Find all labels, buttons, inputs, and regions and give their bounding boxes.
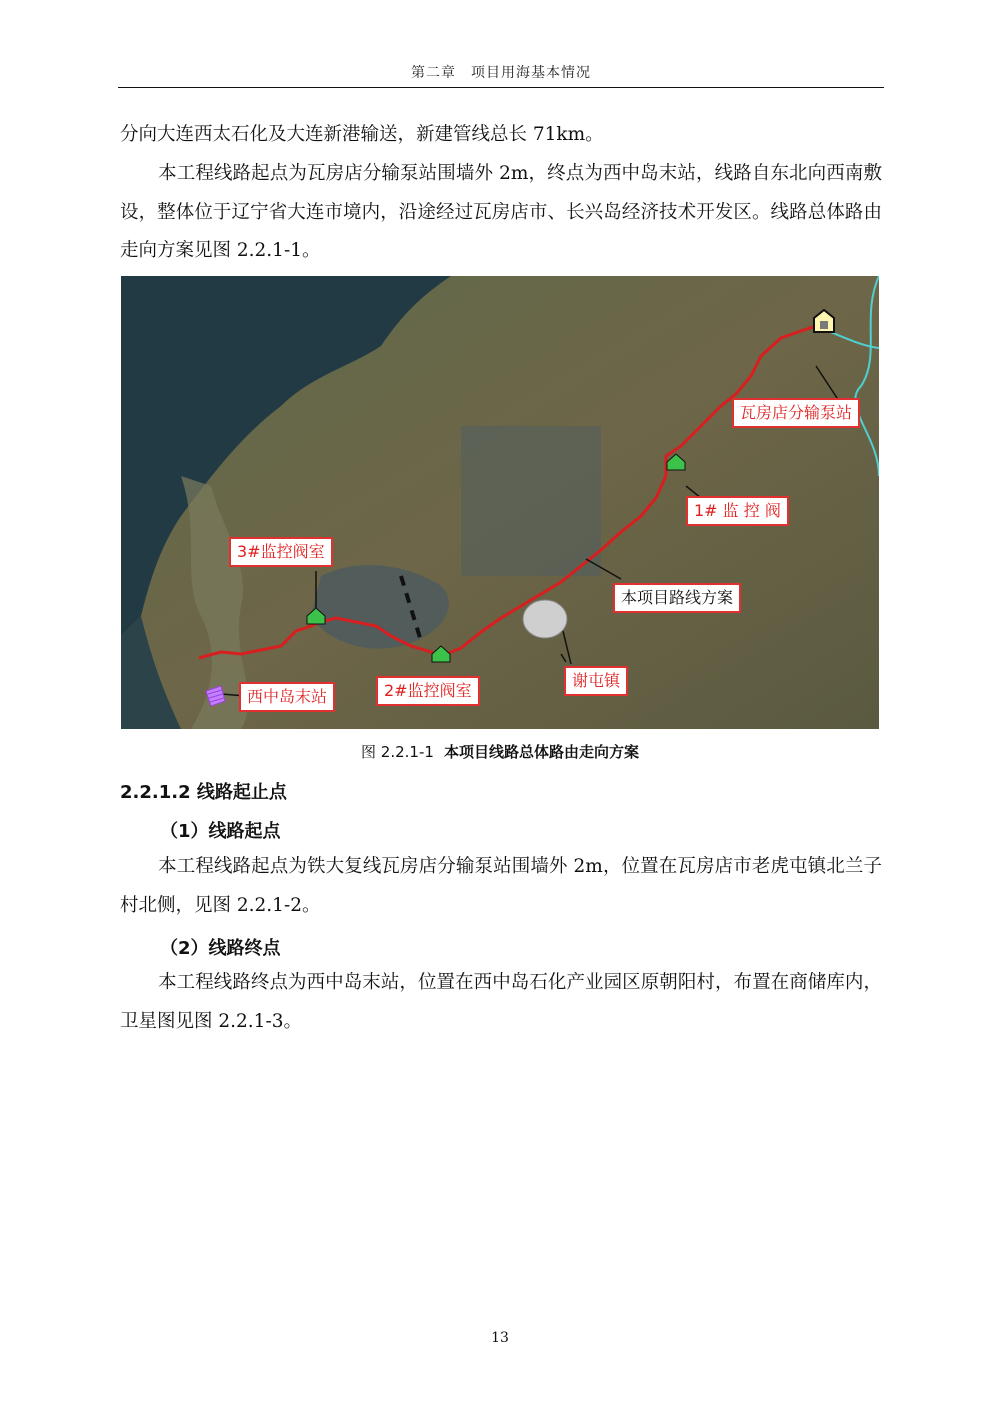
- paragraph-3-text: 本工程线路起点为铁大复线瓦房店分输泵站围墙外 2m，位置在瓦房店市老虎屯镇北兰子村北侧，见图 2.2.1-2。: [120, 856, 882, 916]
- paragraph-2: [120, 155, 882, 271]
- paragraph-2-text: 本工程线路起点为瓦房店分输泵站围墙外 2m，终点为西中岛末站，线路自东北向西南敷设，整体位于辽宁省大连市境内，沿途经过瓦房店市、长兴岛经济技术开发区。线路总体路由走向方案见图 2.2.1-1。: [120, 163, 882, 261]
- subheading-start: （1）线路起点: [160, 821, 281, 842]
- label-route: 本项目路线方案: [613, 583, 741, 613]
- label-valve3: 3#监控阀室: [229, 537, 333, 567]
- label-town: 谢屯镇: [564, 666, 628, 696]
- xietun-town-area: [523, 600, 567, 638]
- figure-number: 图 2.2.1-1: [361, 743, 434, 761]
- label-valve2: 2#监控阀室: [376, 676, 480, 706]
- route-map: [121, 276, 879, 729]
- page-number: 13: [491, 1330, 509, 1346]
- figure-title: 本项目线路总体路由走向方案: [443, 743, 639, 761]
- salt-pans: [461, 426, 601, 576]
- paragraph-3: [120, 848, 882, 925]
- label-pump-station: 瓦房店分输泵站: [732, 398, 860, 428]
- label-terminal: 西中岛末站: [239, 682, 335, 712]
- paragraph-4: [120, 964, 882, 1041]
- page-header: 第二章 项目用海基本情况: [411, 65, 591, 81]
- paragraph-1: 分向大连西太石化及大连新港输送，新建管线总长 71km。: [120, 124, 604, 145]
- subheading-end: （2）线路终点: [160, 938, 281, 959]
- header-rule: [118, 87, 884, 88]
- figure-caption: [0, 741, 1000, 762]
- label-valve1: 1# 监 控 阀: [686, 496, 789, 526]
- section-heading: 2.2.1.2 线路起止点: [120, 782, 287, 803]
- paragraph-4-text: 本工程线路终点为西中岛末站，位置在西中岛石化产业园区原朝阳村，布置在商储库内，卫星图见图 2.2.1-3。: [120, 972, 882, 1032]
